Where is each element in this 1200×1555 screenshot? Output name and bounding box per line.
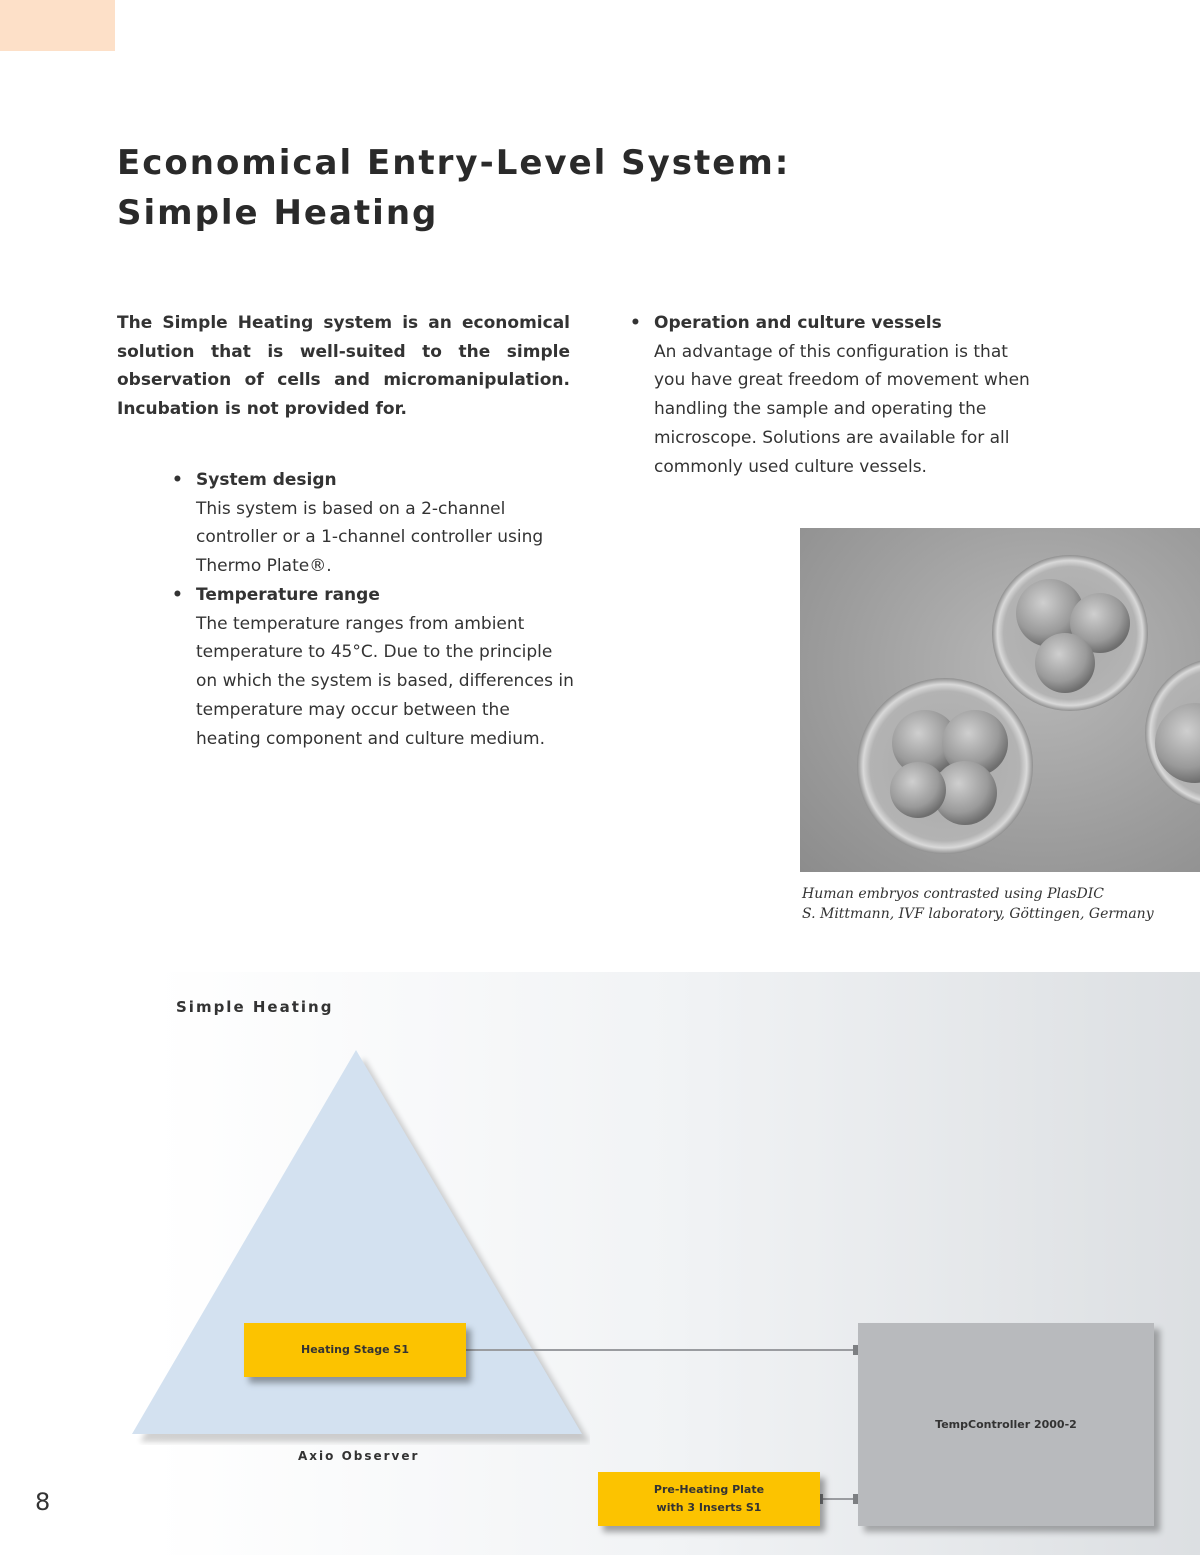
caption-line-2: S. Mittmann, IVF laboratory, Göttingen, Germany xyxy=(802,906,1154,922)
bullet-body: This system is based on a 2-channel controller or a 1-channel controller using Thermo Plate®. xyxy=(196,498,544,577)
bullet-dot: • xyxy=(630,313,641,333)
bullet-dot: • xyxy=(172,585,183,605)
temp-controller-label: TempController 2000-2 xyxy=(935,1418,1077,1431)
bullet-title: Operation and culture vessels xyxy=(654,313,942,333)
preheating-plate-box xyxy=(598,1472,820,1526)
microscope-label: Axio Observer xyxy=(298,1449,420,1463)
page-title-line-2: Simple Heating xyxy=(117,193,439,233)
temp-controller-box xyxy=(858,1323,1154,1526)
diagram-title: Simple Heating xyxy=(176,998,334,1016)
caption-line-1: Human embryos contrasted using PlasDIC xyxy=(802,886,1104,902)
intro-paragraph: The Simple Heating system is an economical solution that is well-suited to the simple observation of cells and micromanipulation. Incubation is not provided for. xyxy=(117,313,570,420)
bullet-body: The temperature ranges from ambient temperature to 45°C. Due to the principle on which the system is based, differences in temperature may occur between the heating component and culture medium. xyxy=(196,613,574,749)
bullet-body: An advantage of this configuration is that you have great freedom of movement when handling the sample and operating the microscope. Solutions are available for all commonly used culture vessels. xyxy=(654,341,1030,477)
bullet-title: Temperature range xyxy=(196,585,380,605)
bullet-dot: • xyxy=(172,470,183,490)
preheating-label-line-1: Pre-Heating Plate xyxy=(653,1483,765,1496)
heating-stage-box xyxy=(244,1323,466,1377)
preheating-label-line-2: with 3 Inserts S1 xyxy=(656,1501,762,1514)
page-title-line-1: Economical Entry-Level System: xyxy=(117,143,791,183)
bullet-title: System design xyxy=(196,470,337,490)
page-number: 8 xyxy=(35,1488,51,1516)
heating-stage-label: Heating Stage S1 xyxy=(301,1343,409,1356)
